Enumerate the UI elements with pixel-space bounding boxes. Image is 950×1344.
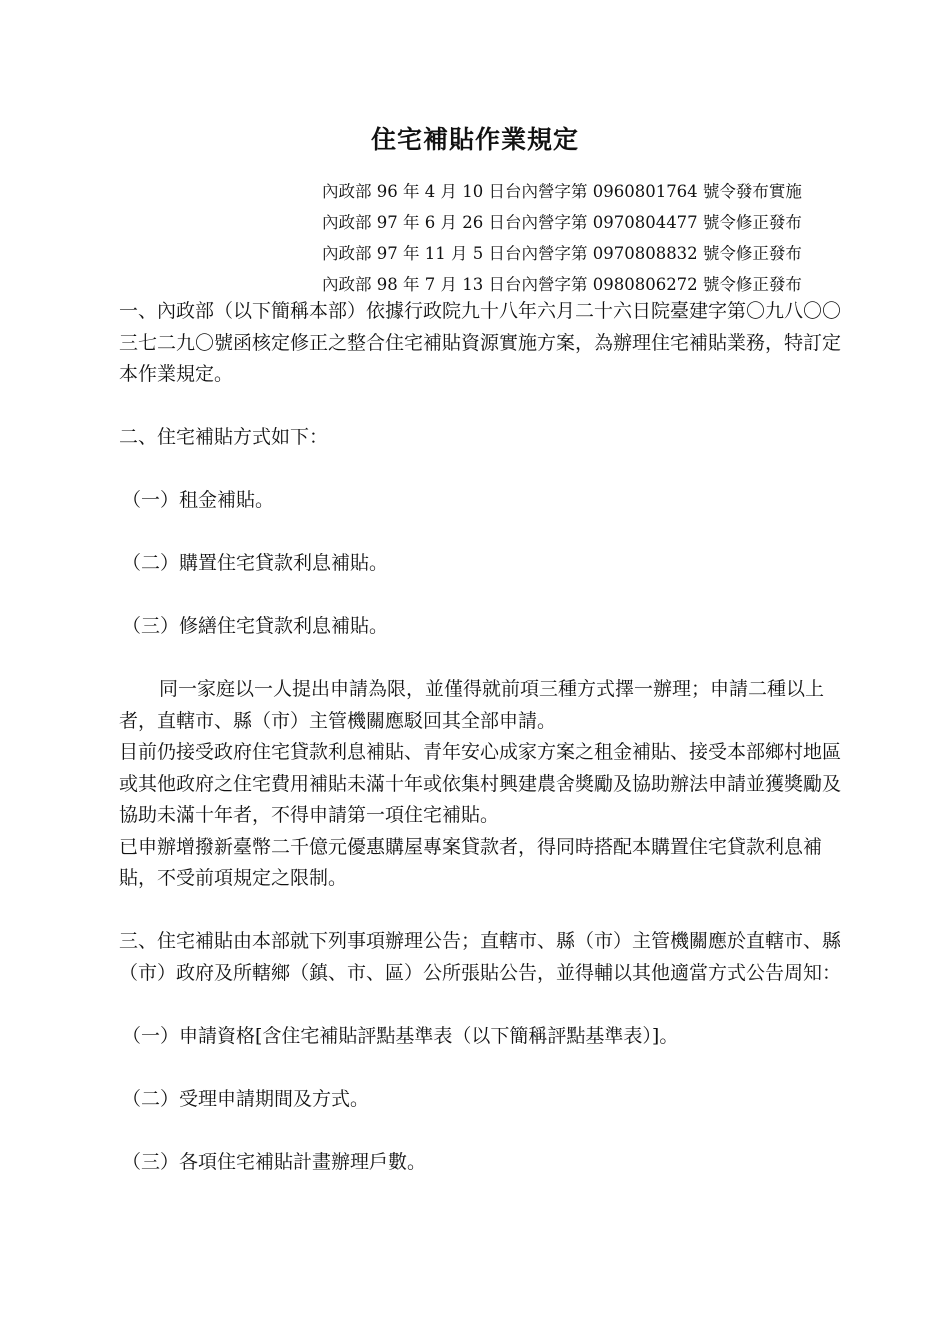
history-line: 內政部 97 年 11 月 5 日台內營字第 0970808832 號令修正發布 xyxy=(322,244,802,263)
article-2-heading: 二、住宅補貼方式如下： xyxy=(119,426,329,448)
article-2-item: （三）修繕住宅貸款利息補貼。 xyxy=(122,615,389,637)
paragraph-gap xyxy=(119,895,859,927)
document-body xyxy=(119,296,859,1178)
paragraph-gap xyxy=(119,643,859,675)
article-2-item: （二）購置住宅貸款利息補貼。 xyxy=(122,552,389,574)
history-line: 內政部 98 年 7 月 13 日台內營字第 0980806272 號令修正發布 xyxy=(322,275,802,294)
document-title: 住宅補貼作業規定 xyxy=(370,125,579,154)
paragraph-gap xyxy=(119,580,859,612)
article-1: 一、內政部（以下簡稱本部）依據行政院九十八年六月二十六日院臺建字第〇九八〇〇三七二九〇號函核定修正之整合住宅補貼資源實施方案，為辦理住宅補貼業務，特訂定本作業規定。 xyxy=(119,300,842,385)
article-3-item: （三）各項住宅補貼計畫辦理戶數。 xyxy=(122,1150,427,1173)
article-2-paragraph: 已申辦增撥新臺幣二千億元優惠購屋專案貸款者，得同時搭配本購置住宅貸款利息補貼，不受前項規定之限制。 xyxy=(119,835,823,889)
article-2-item: （一）租金補貼。 xyxy=(122,489,275,511)
paragraph-gap xyxy=(119,1115,859,1147)
paragraph-gap xyxy=(119,989,859,1021)
article-3-item: （一）申請資格[含住宅補貼評點基準表（以下簡稱評點基準表）]。 xyxy=(122,1024,679,1047)
paragraph-gap xyxy=(119,1052,859,1084)
article-2-paragraph: 目前仍接受政府住宅貸款利息補貼、青年安心成家方案之租金補貼、接受本部鄉村地區或其他政府之住宅費用補貼未滿十年或依集村興建農舍獎勵及協助辦法申請並獲獎勵及協助未滿十年者，不得申請第一項住宅補貼。 xyxy=(119,741,842,826)
history-line: 內政部 96 年 4 月 10 日台內營字第 0960801764 號令發布實施 xyxy=(322,182,802,201)
promulgation-history xyxy=(322,176,882,300)
history-line: 內政部 97 年 6 月 26 日台內營字第 0970804477 號令修正發布 xyxy=(322,213,802,232)
paragraph-gap xyxy=(119,517,859,549)
paragraph-gap xyxy=(119,454,859,486)
article-3-heading: 三、住宅補貼由本部就下列事項辦理公告；直轄市、縣（市）主管機關應於直轄市、縣（市）政府及所轄鄉（鎮、市、區）公所張貼公告，並得輔以其他適當方式公告周知： xyxy=(119,930,842,984)
article-3-item: （二）受理申請期間及方式。 xyxy=(122,1087,370,1110)
article-2-paragraph: 同一家庭以一人提出申請為限，並僅得就前項三種方式擇一辦理；申請二種以上者，直轄市、縣（市）主管機關應駁回其全部申請。 xyxy=(119,678,825,732)
paragraph-gap xyxy=(119,391,859,423)
